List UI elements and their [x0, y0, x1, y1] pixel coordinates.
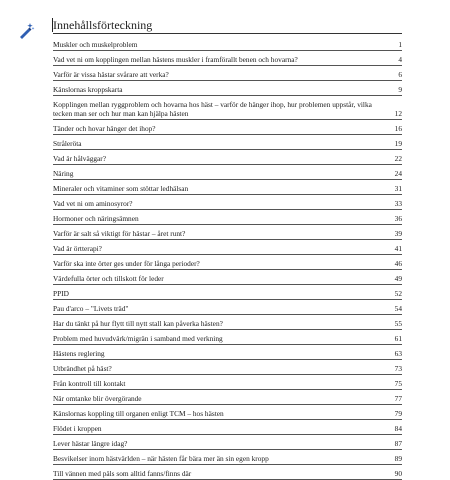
toc-entry-page-number: 12	[394, 109, 402, 118]
toc-entry-page-number: 33	[394, 199, 402, 208]
toc-entry-title: Från kontroll till kontakt	[53, 379, 126, 388]
toc-entry[interactable]	[53, 135, 402, 150]
toc-entry[interactable]	[53, 120, 402, 135]
toc-entry-page-number: 75	[394, 379, 402, 388]
ai-sparkle-pen-icon	[17, 22, 35, 40]
toc-entry-page-number: 6	[398, 70, 402, 79]
toc-entry[interactable]	[53, 180, 402, 195]
toc-entry[interactable]	[53, 330, 402, 345]
toc-entry-title: Varför ska inte örter ges under för långa perioder?	[53, 259, 200, 268]
heading-rule	[53, 33, 402, 34]
toc-entry[interactable]	[53, 465, 402, 480]
toc-entry[interactable]	[53, 270, 402, 285]
toc-heading[interactable]	[53, 17, 402, 34]
toc-entry[interactable]	[53, 345, 402, 360]
toc-entry[interactable]	[53, 375, 402, 390]
toc-entry[interactable]	[53, 165, 402, 180]
toc-entry-page-number: 55	[394, 319, 402, 328]
toc-entry-title: Besvikelser inom hästvärlden – när hästen får bära mer än sin egen kropp	[53, 454, 269, 463]
toc-entry-page-number: 46	[394, 259, 402, 268]
toc-entry[interactable]	[53, 195, 402, 210]
toc-entry-title: Till vännen med päls som alltid fanns/finns där	[53, 469, 192, 478]
toc-entry[interactable]	[53, 360, 402, 375]
toc-entry[interactable]	[53, 240, 402, 255]
toc-entry[interactable]	[53, 390, 402, 405]
toc-entry-title: Hormoner och näringsämnen	[53, 214, 139, 223]
toc-entry-title: Känslornas kroppskarta	[53, 85, 123, 94]
toc-entry-title: Varför är vissa hästar svårare att verka?	[53, 70, 169, 79]
toc-entry[interactable]	[53, 51, 402, 66]
text-cursor	[52, 18, 53, 32]
toc-entry-title: Känslornas koppling till organen enligt TCM – hos hästen	[53, 409, 224, 418]
ai-assistant-button[interactable]	[16, 21, 36, 41]
toc-entry-title: Stråleröta	[53, 139, 82, 148]
toc-entry-title: Muskler och muskelproblem	[53, 40, 138, 49]
toc-entry[interactable]	[53, 420, 402, 435]
toc-entry[interactable]	[53, 255, 402, 270]
toc-entry-title: Hästens reglering	[53, 349, 105, 358]
toc-entry-title: När omtanke blir övergörande	[53, 394, 142, 403]
table-of-contents	[53, 36, 402, 480]
toc-entry-title: Vad är hålväggar?	[53, 154, 107, 163]
toc-entry-page-number: 79	[394, 409, 402, 418]
document-page	[53, 17, 402, 480]
toc-entry[interactable]	[53, 285, 402, 300]
toc-entry-page-number: 52	[394, 289, 402, 298]
toc-entry-title: Vad är örtterapi?	[53, 244, 102, 253]
toc-entry-page-number: 4	[398, 55, 402, 64]
toc-entry-title: Näring	[53, 169, 74, 178]
toc-entry-title: Flödet i kroppen	[53, 424, 102, 433]
toc-entry-page-number: 31	[394, 184, 402, 193]
toc-entry-page-number: 24	[394, 169, 402, 178]
toc-entry[interactable]	[53, 435, 402, 450]
toc-entry-title: Varför är salt så viktigt för hästar – året runt?	[53, 229, 186, 238]
toc-entry-page-number: 9	[398, 85, 402, 94]
toc-entry[interactable]	[53, 36, 402, 51]
toc-entry-page-number: 1	[398, 40, 402, 49]
toc-entry-page-number: 39	[394, 229, 402, 238]
toc-entry-title: Tänder och hovar hänger det ihop?	[53, 124, 156, 133]
toc-entry-title: PPID	[53, 289, 69, 298]
toc-entry[interactable]	[53, 210, 402, 225]
toc-entry-title: Utbrändhet på häst?	[53, 364, 112, 373]
toc-entry-page-number: 61	[394, 334, 402, 343]
toc-entry-title: Vad vet ni om kopplingen mellan hästens muskler i framförallt benen och hovarna?	[53, 55, 298, 64]
toc-entry-page-number: 77	[394, 394, 402, 403]
toc-entry-title: Lever hästar längre idag?	[53, 439, 128, 448]
toc-entry-title: Har du tänkt på hur flytt till nytt stall kan påverka hästen?	[53, 319, 223, 328]
toc-entry-page-number: 87	[394, 439, 402, 448]
toc-entry-page-number: 84	[394, 424, 402, 433]
toc-entry-page-number: 22	[394, 154, 402, 163]
toc-entry-title: Problem med huvudvärk/migrän i samband med verkning	[53, 334, 223, 343]
toc-entry-page-number: 90	[394, 469, 402, 478]
toc-entry[interactable]	[53, 225, 402, 240]
toc-entry-title: Värdefulla örter och tillskott för leder	[53, 274, 164, 283]
toc-entry-title: Kopplingen mellan ryggproblem och hovarna hos häst – varför de hänger ihop, hur problemen uppstår, vilka tecken man ser och hur man kan hjälpa hästen	[53, 100, 372, 118]
toc-entry-title: Vad vet ni om aminosyror?	[53, 199, 133, 208]
toc-entry-page-number: 54	[394, 304, 402, 313]
toc-entry-title: Pau d'arco – "Livets träd"	[53, 304, 129, 313]
toc-entry[interactable]	[53, 66, 402, 81]
toc-entry-title: Mineraler och vitaminer som stöttar ledhälsan	[53, 184, 189, 193]
toc-entry-page-number: 19	[394, 139, 402, 148]
toc-entry-page-number: 63	[394, 349, 402, 358]
toc-entry-page-number: 49	[394, 274, 402, 283]
toc-entry[interactable]	[53, 81, 402, 96]
toc-entry[interactable]	[53, 96, 402, 120]
toc-entry[interactable]	[53, 300, 402, 315]
toc-entry-page-number: 16	[394, 124, 402, 133]
toc-entry[interactable]	[53, 405, 402, 420]
toc-entry-page-number: 41	[394, 244, 402, 253]
toc-entry[interactable]	[53, 150, 402, 165]
toc-entry[interactable]	[53, 315, 402, 330]
toc-entry-page-number: 73	[394, 364, 402, 373]
toc-heading-text: Innehållsförteckning	[53, 18, 153, 32]
toc-entry[interactable]	[53, 450, 402, 465]
toc-entry-page-number: 36	[394, 214, 402, 223]
toc-entry-page-number: 89	[394, 454, 402, 463]
